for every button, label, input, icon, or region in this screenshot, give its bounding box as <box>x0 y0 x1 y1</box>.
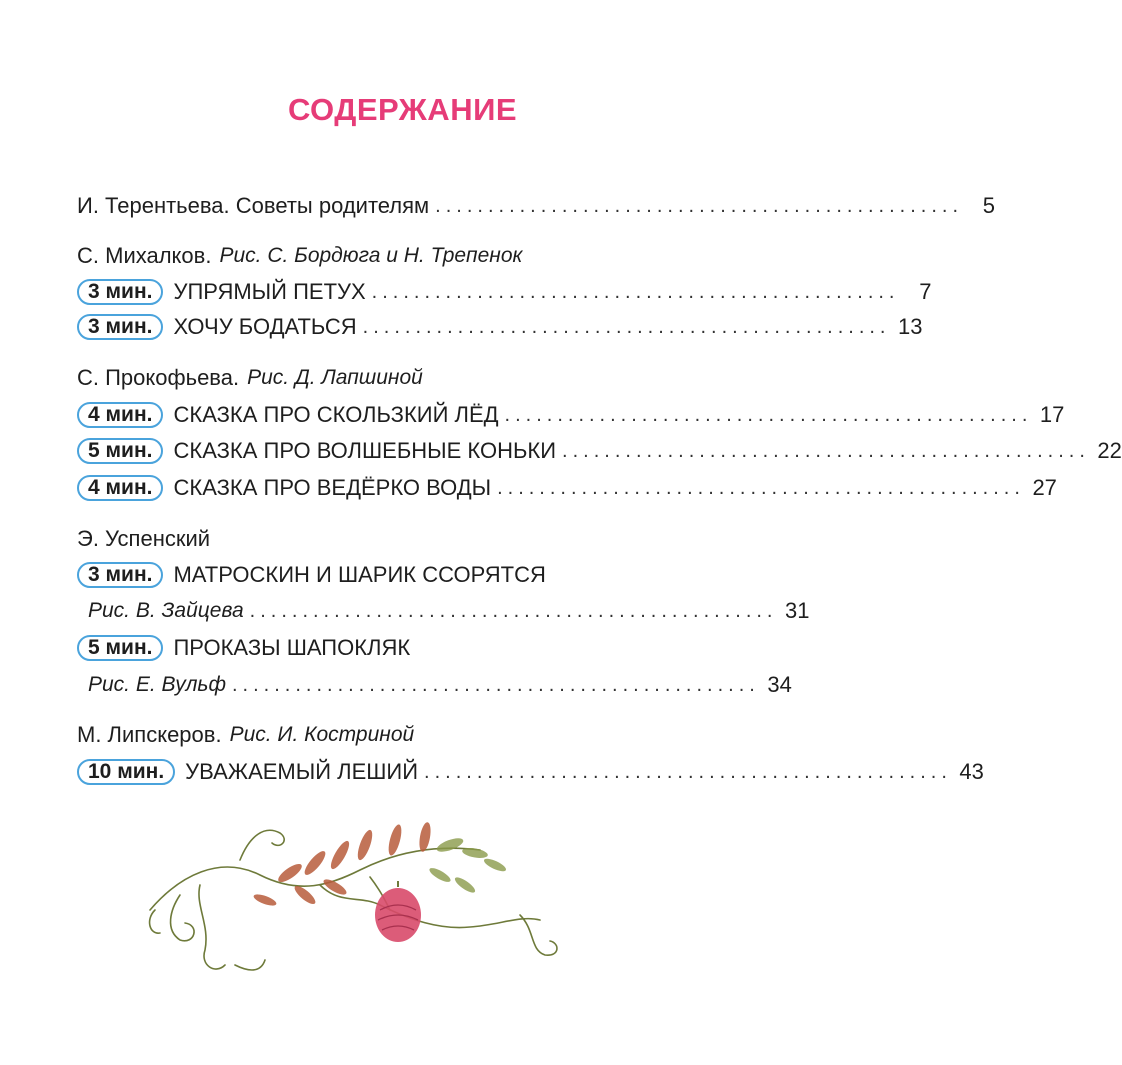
page-number: 31 <box>785 598 810 623</box>
illustrator-credit: Рис. И. Костриной <box>229 723 415 746</box>
reading-time-badge: 3 мин. <box>77 279 163 305</box>
entry-title: УВАЖАЕМЫЙ ЛЕШИЙ <box>185 759 419 784</box>
reading-time-badge: 5 мин. <box>77 438 163 464</box>
illustrator-credit: Рис. С. Бордюга и Н. Трепенок <box>219 244 523 267</box>
reading-time-badge: 5 мин. <box>77 635 163 661</box>
toc-entry[interactable] <box>77 473 1057 503</box>
page-number: 22 <box>1097 438 1122 463</box>
entry-title: СКАЗКА ПРО ВЕДЁРКО ВОДЫ <box>173 475 492 500</box>
reading-time-badge: 3 мин. <box>77 562 163 588</box>
toc-entry-illustrator[interactable] <box>88 596 810 626</box>
leader-dots: .................................................. <box>232 673 760 696</box>
floral-vine-ornament-icon <box>140 815 610 990</box>
leader-dots: .................................................. <box>424 760 952 783</box>
page-number: 27 <box>1032 475 1057 500</box>
entry-title: И. Терентьева. Советы родителям <box>77 193 430 218</box>
author-name: М. Липскеров. <box>77 722 222 747</box>
toc-entry[interactable] <box>77 400 1065 430</box>
page-number: 43 <box>959 759 984 784</box>
leader-dots: .................................................. <box>504 403 1033 426</box>
entry-title: УПРЯМЫЙ ПЕТУХ <box>173 279 366 304</box>
entry-title: ПРОКАЗЫ ШАПОКЛЯК <box>173 635 411 660</box>
reading-time-badge: 4 мин. <box>77 402 163 428</box>
author-name: С. Прокофьева. <box>77 365 240 390</box>
leader-dots: .................................................. <box>562 439 1090 462</box>
toc-entry[interactable] <box>77 633 692 663</box>
author-heading <box>77 720 617 750</box>
page-number: 7 <box>919 279 932 304</box>
reading-time-badge: 10 мин. <box>77 759 175 785</box>
entry-title: МАТРОСКИН И ШАРИК ССОРЯТСЯ <box>173 562 546 587</box>
author-heading <box>77 241 617 271</box>
page-number: 17 <box>1039 402 1065 427</box>
author-heading <box>77 363 617 393</box>
author-name: Э. Успенский <box>77 526 211 551</box>
toc-entry[interactable] <box>77 277 932 307</box>
toc-entry[interactable] <box>77 312 923 342</box>
page-number: 13 <box>898 314 923 339</box>
toc-entry[interactable] <box>77 757 984 787</box>
author-heading <box>77 524 617 554</box>
toc-entry-illustrator[interactable] <box>88 670 792 700</box>
entry-title: СКАЗКА ПРО ВОЛШЕБНЫЕ КОНЬКИ <box>173 438 557 463</box>
toc-entry[interactable] <box>77 436 1122 466</box>
leader-dots: .................................................. <box>371 280 900 303</box>
entry-title: ХОЧУ БОДАТЬСЯ <box>173 314 357 339</box>
page-number: 34 <box>767 672 792 697</box>
toc-entry-intro[interactable] <box>77 191 996 221</box>
leader-dots: .................................................. <box>435 194 964 217</box>
leader-dots: .................................................. <box>362 315 891 338</box>
illustrator-credit: Рис. В. Зайцева <box>88 599 244 622</box>
leader-dots: .................................................. <box>497 476 1025 499</box>
entry-title: СКАЗКА ПРО СКОЛЬЗКИЙ ЛЁД <box>173 402 499 427</box>
page-title: СОДЕРЖАНИЕ <box>287 92 518 127</box>
reading-time-badge: 4 мин. <box>77 475 163 501</box>
reading-time-badge: 3 мин. <box>77 314 163 340</box>
leader-dots: .................................................. <box>249 599 778 622</box>
illustrator-credit: Рис. Е. Вульф <box>88 673 226 696</box>
page-number: 5 <box>982 193 996 218</box>
illustrator-credit: Рис. Д. Лапшиной <box>247 366 423 389</box>
toc-entry[interactable] <box>77 560 692 590</box>
author-name: С. Михалков. <box>77 243 212 268</box>
